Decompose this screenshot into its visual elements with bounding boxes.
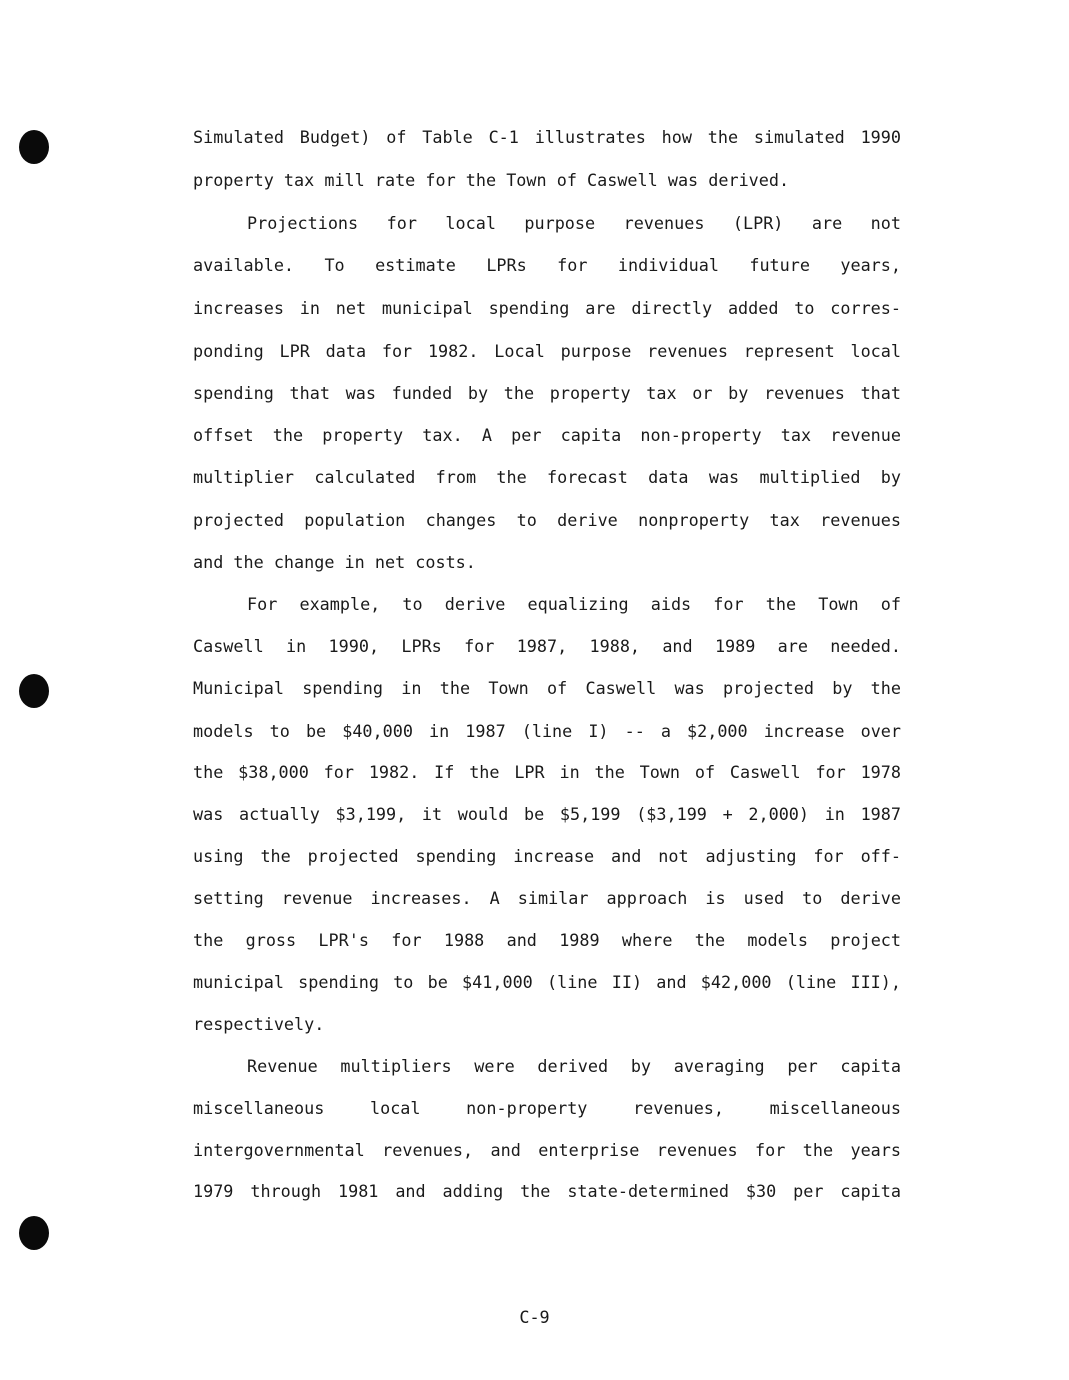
page-number: C-9 (519, 1307, 550, 1327)
text-line: Municipal spending in the Town of Caswell was projected by the (193, 678, 901, 698)
text-line: Revenue multipliers were derived by averaging per capita (247, 1056, 901, 1076)
text-line: was actually $3,199, it would be $5,199 ($3,199 + 2,000) in 1987 (193, 804, 901, 824)
text-line: respectively. (193, 1014, 325, 1034)
text-line: setting revenue increases. A similar approach is used to derive (193, 888, 901, 908)
text-line: the gross LPR's for 1988 and 1989 where the models project (193, 930, 901, 950)
text-line: models to be $40,000 in 1987 (line I) -- a $2,000 increase over (193, 721, 901, 741)
text-line: ponding LPR data for 1982. Local purpose revenues represent local (193, 341, 901, 361)
text-line: projected population changes to derive nonproperty tax revenues (193, 510, 901, 530)
text-line: intergovernmental revenues, and enterprise revenues for the years (193, 1140, 901, 1160)
text-line: increases in net municipal spending are directly added to corres- (193, 298, 901, 318)
text-line: spending that was funded by the property tax or by revenues that (193, 383, 901, 403)
text-line: and the change in net costs. (193, 552, 476, 572)
text-line: available. To estimate LPRs for individual future years, (193, 255, 901, 275)
text-line: 1979 through 1981 and adding the state-determined $30 per capita (193, 1181, 901, 1201)
text-line: Caswell in 1990, LPRs for 1987, 1988, and 1989 are needed. (193, 636, 901, 656)
text-line: miscellaneous local non-property revenues, miscellaneous (193, 1098, 901, 1118)
binder-hole-icon (19, 674, 49, 708)
text-line: property tax mill rate for the Town of Caswell was derived. (193, 170, 790, 190)
text-line: For example, to derive equalizing aids for the Town of (247, 594, 901, 614)
text-line: municipal spending to be $41,000 (line II) and $42,000 (line III), (193, 972, 901, 992)
text-line: multiplier calculated from the forecast data was multiplied by (193, 467, 901, 487)
text-line: the $38,000 for 1982. If the LPR in the Town of Caswell for 1978 (193, 762, 901, 782)
text-line: using the projected spending increase and not adjusting for off- (193, 846, 901, 866)
text-line: Simulated Budget) of Table C-1 illustrates how the simulated 1990 (193, 127, 901, 147)
text-line: Projections for local purpose revenues (LPR) are not (247, 213, 901, 233)
text-line: offset the property tax. A per capita non-property tax revenue (193, 425, 901, 445)
binder-hole-icon (19, 130, 49, 164)
binder-hole-icon (19, 1216, 49, 1250)
